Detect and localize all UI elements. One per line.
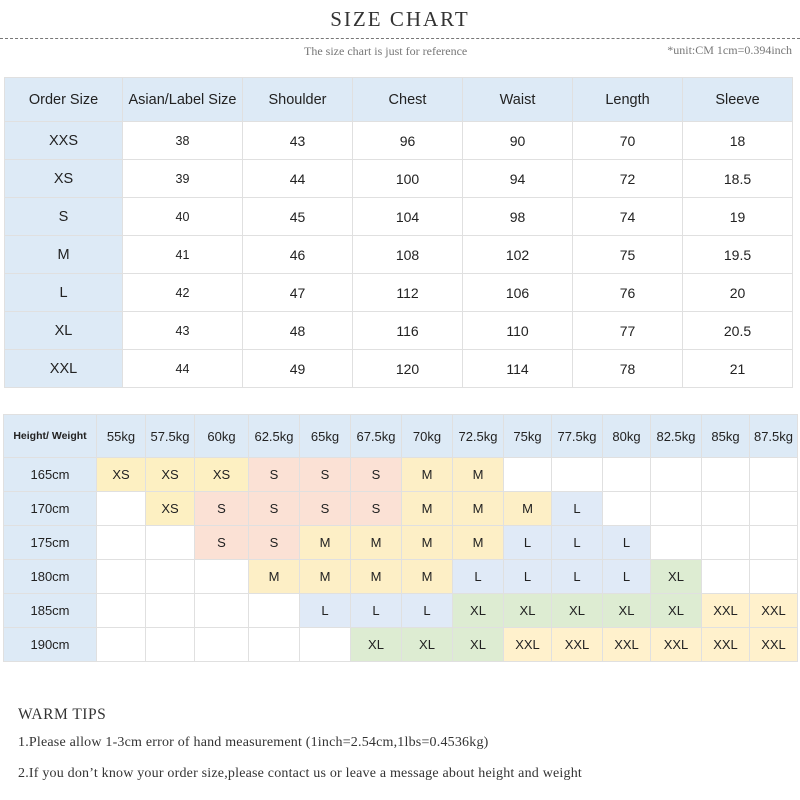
- size-cell: M: [402, 458, 453, 492]
- size-cell: XXL: [750, 594, 798, 628]
- size-cell: M: [504, 492, 552, 526]
- height-label: 190cm: [4, 628, 97, 662]
- measurement-cell: 44: [123, 350, 243, 388]
- size-cell: L: [603, 526, 651, 560]
- size-cell: S: [249, 458, 300, 492]
- order-size-cell: L: [5, 274, 123, 312]
- size-cell: M: [453, 526, 504, 560]
- column-header: Chest: [353, 78, 463, 122]
- size-cell: [702, 458, 750, 492]
- size-cell: [195, 628, 249, 662]
- size-cell: S: [300, 492, 351, 526]
- height-label: 175cm: [4, 526, 97, 560]
- order-size-cell: S: [5, 198, 123, 236]
- measurement-cell: 40: [123, 198, 243, 236]
- page-title: SIZE CHART: [330, 7, 470, 31]
- table-row: [5, 312, 793, 350]
- column-header: Length: [573, 78, 683, 122]
- measurement-cell: 112: [353, 274, 463, 312]
- measurement-cell: 20.5: [683, 312, 793, 350]
- size-cell: XL: [603, 594, 651, 628]
- order-size-cell: XXL: [5, 350, 123, 388]
- size-cell: M: [453, 492, 504, 526]
- measurement-cell: 49: [243, 350, 353, 388]
- size-cell: M: [453, 458, 504, 492]
- size-cell: L: [552, 526, 603, 560]
- weight-header: 67.5kg: [351, 415, 402, 458]
- measurement-cell: 96: [353, 122, 463, 160]
- weight-header: 85kg: [702, 415, 750, 458]
- size-cell: [146, 560, 195, 594]
- corner-label: Height/ Weight: [4, 415, 97, 458]
- size-cell: L: [453, 560, 504, 594]
- size-cell: [97, 560, 146, 594]
- height-label: 185cm: [4, 594, 97, 628]
- measurement-cell: 108: [353, 236, 463, 274]
- measurement-cell: 21: [683, 350, 793, 388]
- measurement-cell: 76: [573, 274, 683, 312]
- table-row: [4, 594, 798, 628]
- size-cell: [750, 560, 798, 594]
- measurement-cell: 19: [683, 198, 793, 236]
- column-header: Asian/Label Size: [123, 78, 243, 122]
- weight-header: 77.5kg: [552, 415, 603, 458]
- size-chart-table: [4, 77, 793, 388]
- measurement-cell: 43: [123, 312, 243, 350]
- size-cell: M: [402, 526, 453, 560]
- size-cell: [146, 628, 195, 662]
- table-row: [4, 458, 798, 492]
- size-cell: [97, 526, 146, 560]
- size-cell: M: [402, 492, 453, 526]
- size-cell: M: [351, 560, 402, 594]
- weight-header: 57.5kg: [146, 415, 195, 458]
- size-cell: S: [195, 492, 249, 526]
- size-cell: [603, 492, 651, 526]
- order-size-cell: XXS: [5, 122, 123, 160]
- size-cell: [97, 628, 146, 662]
- measurement-cell: 19.5: [683, 236, 793, 274]
- size-cell: XXL: [702, 628, 750, 662]
- size-cell: M: [300, 526, 351, 560]
- size-cell: XS: [146, 458, 195, 492]
- weight-header: 72.5kg: [453, 415, 504, 458]
- size-cell: [750, 458, 798, 492]
- size-cell: [146, 594, 195, 628]
- size-cell: [702, 492, 750, 526]
- order-size-cell: XL: [5, 312, 123, 350]
- measurement-cell: 110: [463, 312, 573, 350]
- size-cell: [249, 628, 300, 662]
- size-cell: XL: [453, 628, 504, 662]
- size-cell: XXL: [552, 628, 603, 662]
- size-cell: XXL: [750, 628, 798, 662]
- order-size-cell: XS: [5, 160, 123, 198]
- unit-note: *unit:CM 1cm=0.394inch: [667, 43, 792, 57]
- order-size-cell: M: [5, 236, 123, 274]
- weight-header: 70kg: [402, 415, 453, 458]
- size-cell: [750, 526, 798, 560]
- size-cell: L: [552, 560, 603, 594]
- measurement-cell: 90: [463, 122, 573, 160]
- size-cell: [300, 628, 351, 662]
- weight-header: 60kg: [195, 415, 249, 458]
- measurement-cell: 116: [353, 312, 463, 350]
- size-cell: M: [249, 560, 300, 594]
- size-cell: M: [351, 526, 402, 560]
- size-cell: [552, 458, 603, 492]
- measurement-cell: 72: [573, 160, 683, 198]
- size-cell: [651, 492, 702, 526]
- measurement-cell: 46: [243, 236, 353, 274]
- measurement-cell: 45: [243, 198, 353, 236]
- size-cell: XL: [453, 594, 504, 628]
- column-header: Sleeve: [683, 78, 793, 122]
- size-cell: XS: [195, 458, 249, 492]
- size-cell: XL: [651, 594, 702, 628]
- size-cell: XXL: [603, 628, 651, 662]
- size-cell: [195, 594, 249, 628]
- table-header-row: [4, 415, 798, 458]
- tips-title: WARM TIPS: [18, 706, 107, 723]
- size-cell: S: [300, 458, 351, 492]
- column-header: Shoulder: [243, 78, 353, 122]
- table-row: [5, 274, 793, 312]
- size-cell: [146, 526, 195, 560]
- size-cell: [97, 492, 146, 526]
- measurement-cell: 74: [573, 198, 683, 236]
- size-cell: S: [195, 526, 249, 560]
- measurement-cell: 114: [463, 350, 573, 388]
- size-cell: [195, 560, 249, 594]
- measurement-cell: 94: [463, 160, 573, 198]
- column-header: Waist: [463, 78, 573, 122]
- size-cell: [750, 492, 798, 526]
- size-cell: S: [351, 458, 402, 492]
- table-header-row: [5, 78, 793, 122]
- measurement-cell: 38: [123, 122, 243, 160]
- weight-header: 62.5kg: [249, 415, 300, 458]
- measurement-cell: 41: [123, 236, 243, 274]
- size-cell: [702, 560, 750, 594]
- height-label: 165cm: [4, 458, 97, 492]
- size-cell: XL: [402, 628, 453, 662]
- measurement-cell: 102: [463, 236, 573, 274]
- measurement-cell: 48: [243, 312, 353, 350]
- weight-header: 87.5kg: [750, 415, 798, 458]
- table-row: [4, 492, 798, 526]
- size-cell: [651, 526, 702, 560]
- tip-item: 1.Please allow 1-3cm error of hand measurement (1inch=2.54cm,1lbs=0.4536kg): [18, 735, 489, 750]
- measurement-cell: 104: [353, 198, 463, 236]
- height-label: 180cm: [4, 560, 97, 594]
- size-cell: L: [504, 526, 552, 560]
- size-cell: L: [300, 594, 351, 628]
- size-cell: XS: [146, 492, 195, 526]
- size-cell: [702, 526, 750, 560]
- size-cell: S: [351, 492, 402, 526]
- header-divider: [0, 38, 800, 39]
- weight-header: 55kg: [97, 415, 146, 458]
- table-row: [5, 198, 793, 236]
- measurement-cell: 98: [463, 198, 573, 236]
- table-row: [4, 628, 798, 662]
- measurement-cell: 100: [353, 160, 463, 198]
- weight-header: 80kg: [603, 415, 651, 458]
- measurement-cell: 18.5: [683, 160, 793, 198]
- size-cell: XL: [552, 594, 603, 628]
- measurement-cell: 106: [463, 274, 573, 312]
- weight-header: 82.5kg: [651, 415, 702, 458]
- height-weight-table: [3, 414, 798, 662]
- size-cell: [603, 458, 651, 492]
- size-cell: L: [351, 594, 402, 628]
- measurement-cell: 77: [573, 312, 683, 350]
- size-cell: XXL: [651, 628, 702, 662]
- size-cell: [504, 458, 552, 492]
- measurement-cell: 20: [683, 274, 793, 312]
- measurement-cell: 47: [243, 274, 353, 312]
- size-cell: [651, 458, 702, 492]
- size-cell: XXL: [702, 594, 750, 628]
- table-row: [4, 560, 798, 594]
- measurement-cell: 75: [573, 236, 683, 274]
- size-cell: [249, 594, 300, 628]
- size-cell: XL: [351, 628, 402, 662]
- size-cell: XL: [504, 594, 552, 628]
- size-cell: XS: [97, 458, 146, 492]
- weight-header: 75kg: [504, 415, 552, 458]
- size-cell: S: [249, 526, 300, 560]
- height-label: 170cm: [4, 492, 97, 526]
- weight-header: 65kg: [300, 415, 351, 458]
- measurement-cell: 42: [123, 274, 243, 312]
- size-cell: M: [300, 560, 351, 594]
- size-cell: [97, 594, 146, 628]
- measurement-cell: 78: [573, 350, 683, 388]
- table-row: [5, 350, 793, 388]
- size-cell: XL: [651, 560, 702, 594]
- size-cell: XXL: [504, 628, 552, 662]
- table-row: [5, 160, 793, 198]
- size-cell: L: [603, 560, 651, 594]
- measurement-cell: 44: [243, 160, 353, 198]
- size-cell: L: [504, 560, 552, 594]
- table-row: [5, 122, 793, 160]
- size-cell: L: [402, 594, 453, 628]
- measurement-cell: 70: [573, 122, 683, 160]
- measurement-cell: 120: [353, 350, 463, 388]
- size-cell: S: [249, 492, 300, 526]
- size-cell: L: [552, 492, 603, 526]
- reference-note: The size chart is just for reference: [304, 44, 468, 58]
- table-row: [5, 236, 793, 274]
- size-cell: M: [402, 560, 453, 594]
- table-row: [4, 526, 798, 560]
- column-header: Order Size: [5, 78, 123, 122]
- tip-item: 2.If you don’t know your order size,please contact us or leave a message about height and weight: [18, 766, 582, 781]
- measurement-cell: 43: [243, 122, 353, 160]
- measurement-cell: 39: [123, 160, 243, 198]
- measurement-cell: 18: [683, 122, 793, 160]
